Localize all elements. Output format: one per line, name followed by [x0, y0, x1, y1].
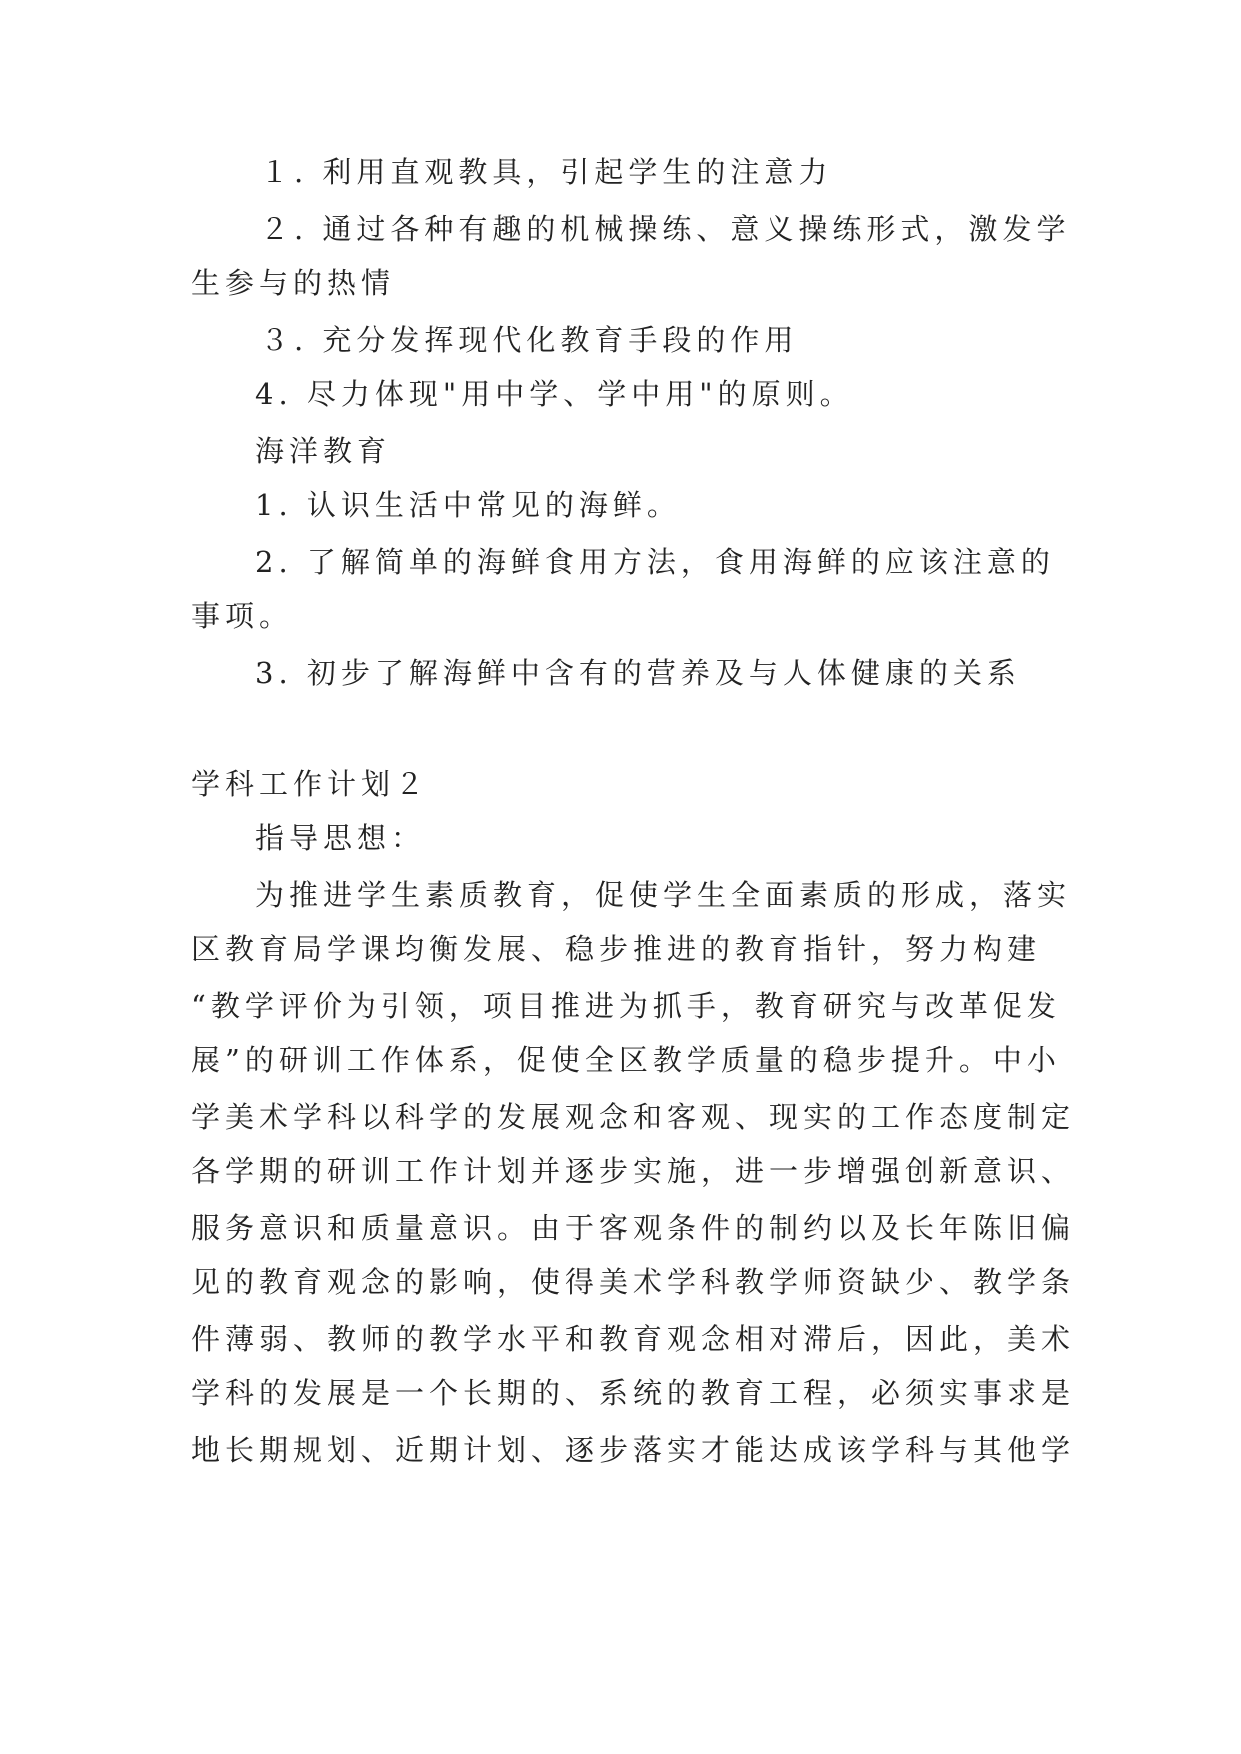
paragraph-line: 为推进学生素质教育，促使学生全面素质的形成，落实 — [255, 878, 1072, 912]
paragraph-line: “教学评价为引领，项目推进为抓手，教育研究与改革促发 — [191, 989, 1061, 1023]
ocean-item-2: 2. 了解简单的海鲜食用方法，食用海鲜的应该注意的 — [255, 545, 1055, 579]
paragraph-line: 各学期的研训工作计划并逐步实施，进一步增强创新意识、 — [191, 1154, 1076, 1188]
guiding-ideology-heading: 指导思想： — [255, 821, 426, 855]
paragraph-line: 学美术学科以科学的发展观念和客观、现实的工作态度制定 — [191, 1100, 1076, 1134]
ocean-item-1: 1. 认识生活中常见的海鲜。 — [255, 488, 681, 522]
paragraph-line: 见的教育观念的影响，使得美术学科教学师资缺少、教学条 — [191, 1265, 1076, 1299]
ocean-item-2-continuation: 事项。 — [191, 599, 294, 633]
ocean-item-3: 3. 初步了解海鲜中含有的营养及与人体健康的关系 — [255, 656, 1021, 690]
paragraph-line: 件薄弱、教师的教学水平和教育观念相对滞后，因此，美术 — [191, 1322, 1076, 1356]
ocean-heading: 海洋教育 — [255, 434, 392, 468]
list-item-2-continuation: 生参与的热情 — [191, 266, 396, 300]
paragraph-line: 展”的研训工作体系，促使全区教学质量的稳步提升。中小 — [191, 1043, 1061, 1077]
list-item-3: ３. 充分发挥现代化教育手段的作用 — [260, 323, 799, 357]
list-item-1: １. 利用直观教具，引起学生的注意力 — [260, 155, 833, 189]
paragraph-line: 区教育局学课均衡发展、稳步推进的教育指针，努力构建 — [191, 932, 1042, 966]
list-item-4: 4. 尽力体现"用中学、学中用"的原则。 — [255, 377, 854, 411]
paragraph-line: 服务意识和质量意识。由于客观条件的制约以及长年陈旧偏 — [191, 1211, 1076, 1245]
paragraph-line: 学科的发展是一个长期的、系统的教育工程，必须实事求是 — [191, 1376, 1076, 1410]
paragraph-line: 地长期规划、近期计划、逐步落实才能达成该学科与其他学 — [191, 1433, 1076, 1467]
section-title: 学科工作计划２ — [191, 767, 430, 801]
list-item-2: ２. 通过各种有趣的机械操练、意义操练形式，激发学 — [260, 212, 1071, 246]
